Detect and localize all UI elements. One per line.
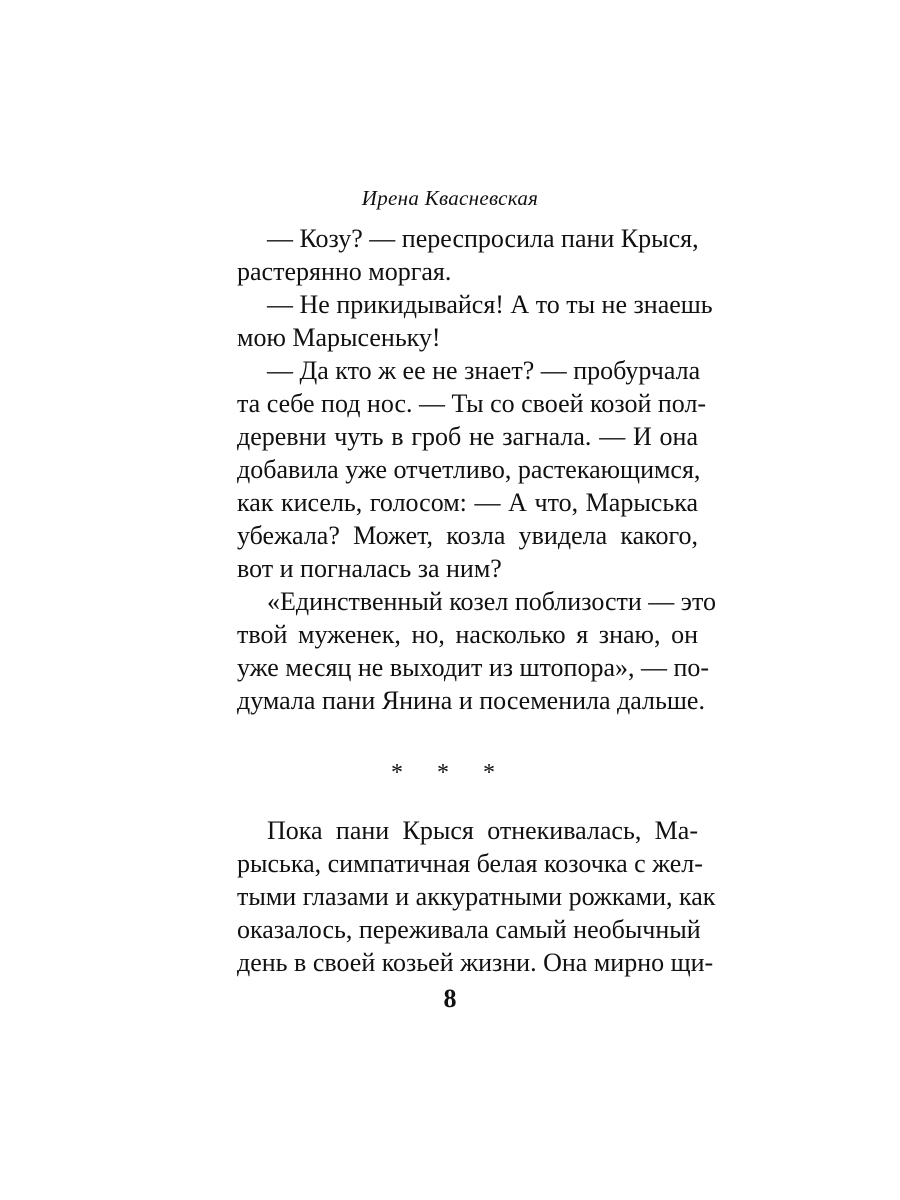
text-line: убежала? Может, козла увидела какого,: [237, 521, 698, 550]
text-line: вот и погналась за ним?: [237, 554, 502, 583]
text-line: Пока пани Крыся отнекивалась, Ма-: [267, 816, 698, 845]
text-line: мою Марысеньку!: [237, 323, 441, 352]
text-line: — Козу? — переспросила пани Крыся,: [267, 224, 699, 253]
text-line: та себе под нос. — Ты со своей козой пол-: [237, 389, 707, 418]
section-separator: * * *: [391, 760, 509, 786]
text-line: твой муженек, но, насколько я знаю, он: [237, 620, 698, 649]
text-line: рыська, симпатичная белая козочка с жел-: [237, 849, 703, 878]
text-line: растерянно моргая.: [237, 257, 452, 286]
text-line: день в своей козьей жизни. Она мирно щи-: [237, 948, 714, 977]
text-line: добавила уже отчетливо, растекающимся,: [237, 455, 701, 484]
text-line: деревни чуть в гроб не загнала. — И она: [237, 422, 698, 451]
text-block-narrative: [237, 814, 716, 979]
running-header-author: Ирена Квасневская: [361, 186, 539, 210]
text-line: «Единственный козел поблизости — это: [267, 587, 716, 616]
text-line: — Не прикидывайся! А то ты не знаешь: [267, 290, 713, 319]
text-line: уже месяц не выходит из штопора», — по-: [237, 653, 710, 682]
text-block-dialogue: [237, 222, 716, 717]
text-line: тыми глазами и аккуратными рожками, как: [237, 882, 716, 911]
text-line: думала пани Янина и посеменила дальше.: [237, 686, 705, 715]
text-line: — Да кто ж ее не знает? — пробурчала: [267, 356, 701, 385]
text-line: оказалось, переживала самый необычный: [237, 915, 701, 944]
page-number: 8: [443, 984, 457, 1013]
text-line: как кисель, голосом: — А что, Марыська: [237, 488, 698, 517]
